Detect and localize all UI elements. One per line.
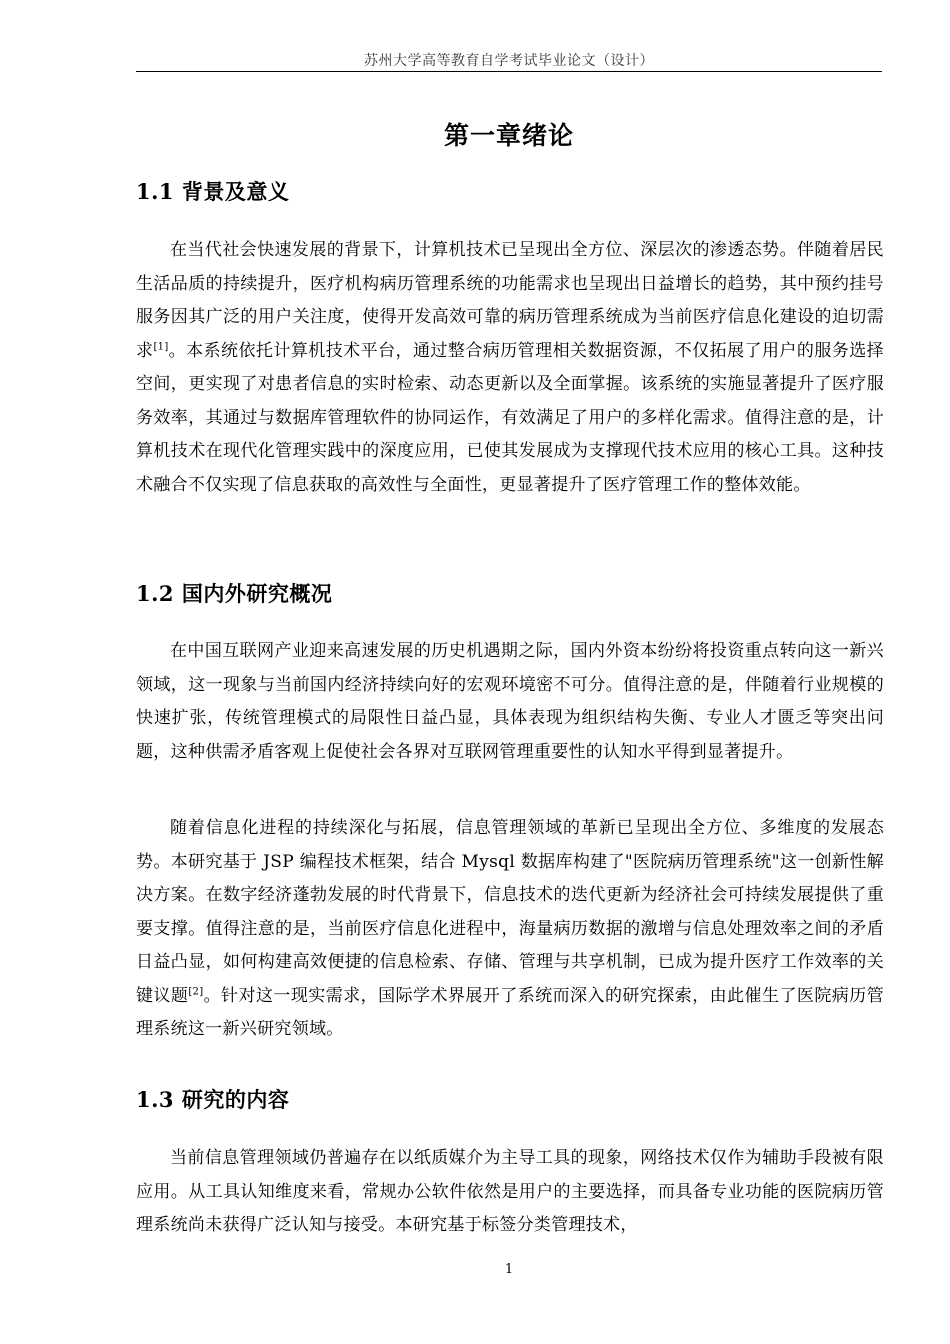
paragraph-research-overview-1: 在中国互联网产业迎来高速发展的历史机遇期之际，国内外资本纷纷将投资重点转向这一新兴领域，这一现象与当前国内经济持续向好的宏观环境密不可分。值得注意的是，伴随着行业规模的快速扩张，传统管理模式的局限性日益凸显，具体表现为组织结构失衡、专业人才匮乏等突出问题，这种供需矛盾客观上促使社会各界对互联网管理重要性的认知水平得到显著提升。 bbox=[136, 641, 884, 762]
paragraph-text: 在当代社会快速发展的背景下，计算机技术已呈现出全方位、深层次的渗透态势。伴随着居民生活品质的持续提升，医疗机构病历管理系统的功能需求也呈现出日益增长的趋势，其中预约挂号服务因其广泛的用户关注度，使得开发高效可靠的病历管理系统成为当前医疗信息化建设的迫切需求 bbox=[136, 240, 884, 361]
section-heading-1-2: 1.2 国内外研究概况 bbox=[136, 581, 333, 606]
citation-ref: [2] bbox=[188, 985, 204, 997]
section-heading-1-1: 1.1 背景及意义 bbox=[136, 179, 290, 204]
page-number: 1 bbox=[504, 1262, 514, 1277]
running-header: 苏州大学高等教育自学考试毕业论文（设计） bbox=[364, 53, 654, 69]
citation-ref: [1] bbox=[153, 340, 169, 352]
chapter-title: 第一章绪论 bbox=[443, 121, 574, 150]
header-rule bbox=[136, 71, 882, 72]
paragraph-research-overview-2 bbox=[136, 812, 884, 1047]
paragraph-text: 。针对这一现实需求，国际学术界展开了系统而深入的研究探索，由此催生了医院病历管理系统这一新兴研究领域。 bbox=[136, 985, 884, 1039]
paragraph-text: 。本系统依托计算机技术平台，通过整合病历管理相关数据资源，不仅拓展了用户的服务选择空间，更实现了对患者信息的实时检索、动态更新以及全面掌握。该系统的实施显著提升了医疗服务效率，其通过与数据库管理软件的协同运作，有效满足了用户的多样化需求。值得注意的是，计算机技术在现代化管理实践中的深度应用，已使其发展成为支撑现代技术应用的核心工具。这种技术融合不仅实现了信息获取的高效性与全面性，更显著提升了医疗管理工作的整体效能。 bbox=[136, 340, 884, 495]
paragraph-research-content: 当前信息管理领域仍普遍存在以纸质媒介为主导工具的现象，网络技术仅作为辅助手段被有限应用。从工具认知维度来看，常规办公软件依然是用户的主要选择，而具备专业功能的医院病历管理系统尚未获得广泛认知与接受。本研究基于标签分类管理技术， bbox=[136, 1148, 884, 1235]
section-heading-1-3: 1.3 研究的内容 bbox=[136, 1087, 290, 1112]
paragraph-text: 随着信息化进程的持续深化与拓展，信息管理领域的革新已呈现出全方位、多维度的发展态势。本研究基于 JSP 编程技术框架，结合 Mysql 数据库构建了"医院病历管理系统"这一创新性解决方案。在数字经济蓬勃发展的时代背景下，信息技术的迭代更新为经济社会可持续发展提供了重要支撑。值得注意的是，当前医疗信息化进程中，海量病历数据的激增与信息处理效率之间的矛盾日益凸显，如何构建高效便捷的信息检索、存储、管理与共享机制，已成为提升医疗工作效率的关键议题 bbox=[136, 818, 884, 1006]
paragraph-background bbox=[136, 234, 884, 502]
